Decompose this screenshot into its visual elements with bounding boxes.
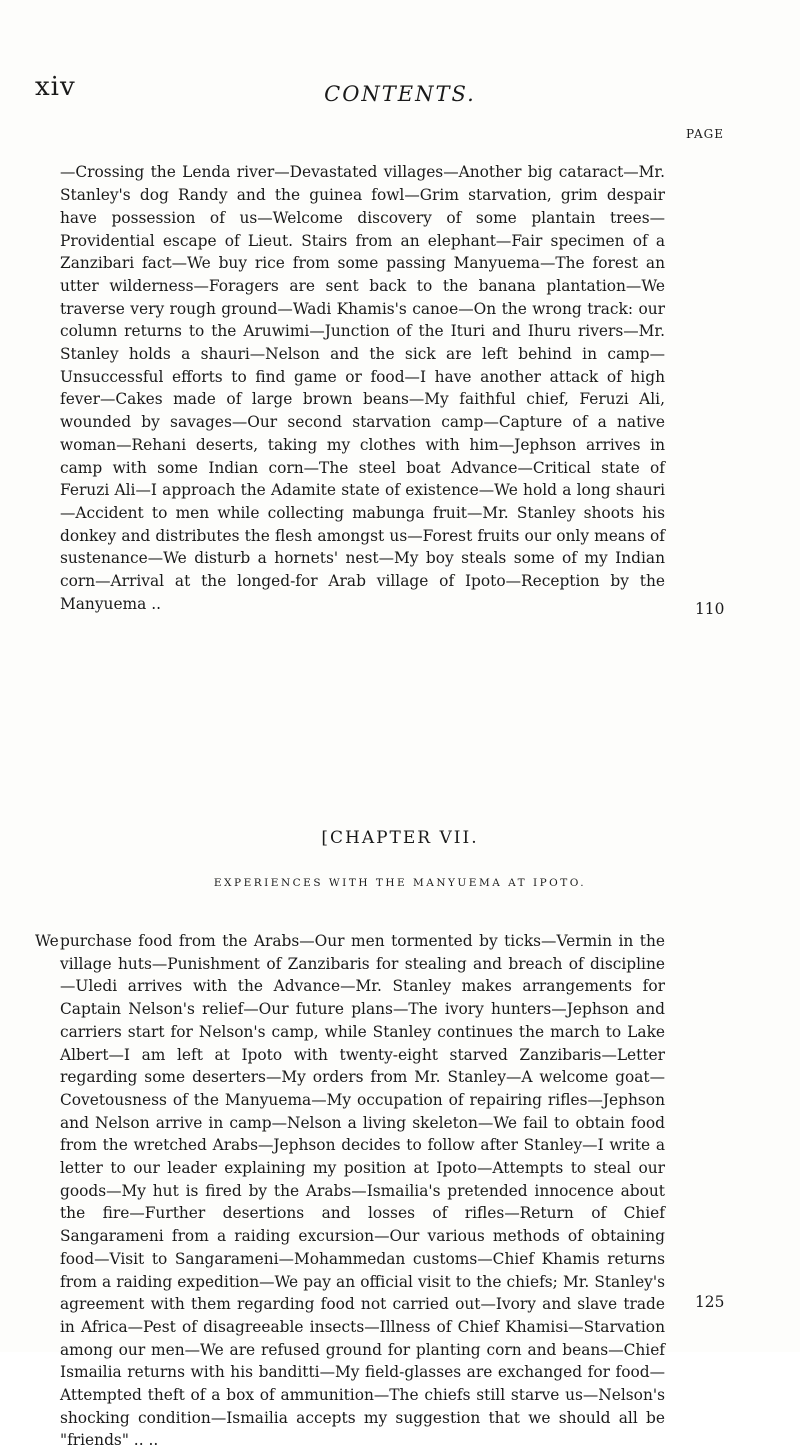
chapter-vi-contents-text: —Crossing the Lenda river—Devastated villages—Another big cataract—Mr. Stanley's dog Randy and the guinea fowl—Grim starvation, grim despair have possession of us—Welcome discovery of some plantain trees—Providential escape of Lieut. Stairs from an elephant—Fair specimen of a Zanzibari fact—We buy rice from some passing Manyuema—The forest an utter wilderness—Foragers are sent back to the banana plantation—We traverse very rough ground—Wadi Khamis's canoe—On the wrong track: our column returns to the Aruwimi—Junction of the Ituri and Ihuru rivers—Mr. Stanley holds a shauri—Nelson and the sick are left behind in camp—Unsuccessful efforts to find game or food—I have another attack of high fever—Cakes made of large brown beans—My faithful chief, Feruzi Ali, wounded by savages—Our second starvation camp—Capture of a native woman—Rehani deserts, taking my clothes with him—Jephson arrives in camp with some Indian corn—The steel boat Advance—Critical state of Feruzi Ali—I approach the Adamite state of existence—We hold a long shauri—Accident to men while collecting mabunga fruit—Mr. Stanley shoots his donkey and distributes the flesh amongst us—Forest fruits our only means of sustenance—We disturb a hornets' nest—My boy steals some of my Indian corn—Arrival at the longed-for Arab village of Ipoto—Reception by the Manyuema .. <box>60 163 665 613</box>
chapter-vii-contents <box>35 930 665 1452</box>
chapter-vii-contents-text: purchase food from the Arabs—Our men tormented by ticks—Vermin in the village huts—Punishment of Zanzibaris for stealing and breach of discipline—Uledi arrives with the Advance—Mr. Stanley makes arrangements for Captain Nelson's relief—Our future plans—The ivory hunters—Jephson and carriers start for Nelson's camp, while Stanley continues the march to Lake Albert—I am left at Ipoto with twenty-eight starved Zanzibaris—Letter regarding some deserters—My orders from Mr. Stanley—A welcome goat—Covetousness of the Manyuema—My occupation of repairing rifles—Jephson and Nelson arrive in camp—Nelson a living skeleton—We fail to obtain food from the wretched Arabs—Jephson decides to follow after Stanley—I write a letter to our leader explaining my position at Ipoto—Attempts to steal our goods—My hut is fired by the Arabs—Ismailia's pretended innocence about the fire—Further desertions and losses of rifles—Return of Chief Sangarameni from a raiding excursion—Our various methods of obtaining food—Visit to Sangarameni—Mohammedan customs—Chief Khamis returns from a raiding expedition—We pay an official visit to the chiefs; Mr. Stanley's agreement with them regarding food not carried out—Ivory and slave trade in Africa—Pest of disagreeable insects—Illness of Chief Khamisi—Starvation among our men—We are refused ground for planting corn and beans—Chief Ismailia returns with his banditti—My field-glasses are exchanged for food—Attempted theft of a box of ammunition—The chiefs still starve us—Nelson's shocking condition—Ismailia accepts my suggestion that we should all be "friends" .. .. <box>60 932 665 1450</box>
running-head: CONTENTS. <box>324 82 476 106</box>
chapter-vi-page-number: 110 <box>695 600 725 618</box>
page-folio: xiv <box>35 72 76 102</box>
chapter-vii-lead-word: We <box>35 932 59 950</box>
chapter-subtitle: EXPERIENCES WITH THE MANYUEMA AT IPOTO. <box>213 877 587 889</box>
chapter-heading: [CHAPTER VII. <box>321 828 479 848</box>
chapter-vii-page-number: 125 <box>695 1293 725 1311</box>
page-column-label: PAGE <box>686 127 724 141</box>
